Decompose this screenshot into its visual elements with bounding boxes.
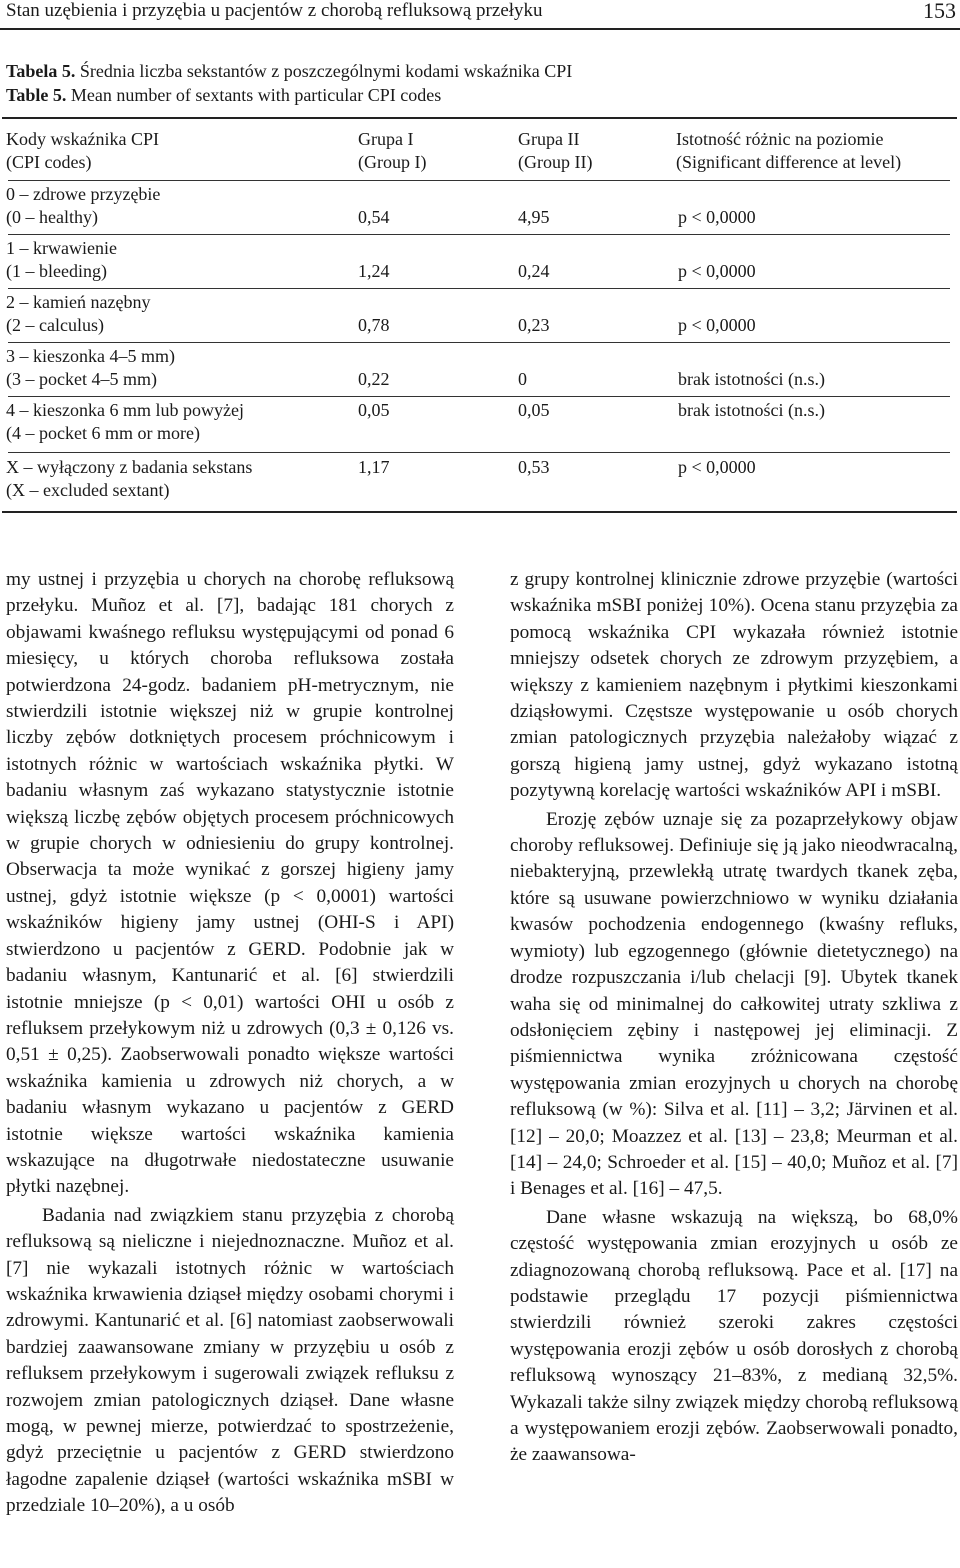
row-3-significance: brak istotności (n.s.) [678, 369, 825, 389]
row-rule-line [8, 234, 950, 235]
row-5-group-2: 0,53 [518, 457, 550, 477]
paragraph: my ustnej i przyzębia u chorych na chorobę refluksową przełyku. Muñoz et al. [7], badając 181 chorych z objawami kwaśnego refluksu występującymi od ponad 6 miesięcy, u których choroba refluksowa została potwierdzona 24-godz. badaniem pH-metrycznym, nie stwierdzili istotnie większej niż w grupie kontrolnej liczby zębów dotkniętych procesem próchnicowym i istotnych różnic w wartościach wskaźnika płytki. W badaniu własnym zaś wykazano statystycznie istotnie większą liczbę zębów objętych procesem próchnicowych w grupie chorych w odniesieniu do grupy kontrolnej. Obserwacja ta może wynikać z gorszej higieny jamy ustnej, gdyż istotnie większe (p < 0,0001) wartości wskaźników higieny jamy ustnej (OHI-S i API) stwierdzono u pacjentów z GERD. Podobnie jak w badaniu własnym, Kantunarić et al. [6] stwierdzili istotnie mniejsze (p < 0,01) wartości OHI u osób z refluksem przełykowym niż u zdrowych (0,3 ± 0,126 vs. 0,51 ± 0,25). Zaobserwowali ponadto większe wartości wskaźnika kamienia u zdrowych niż chorych, a w badaniu własnym wykazano u pacjentów z GERD istotnie większe wartości wskaźnika kamienia wskazujące na długotrwałe niedostateczne usuwanie płytki nazębnej. [6, 569, 454, 1198]
running-header [0, 0, 960, 26]
row-4-group-2: 0,05 [518, 400, 550, 420]
row-4-significance: brak istotności (n.s.) [678, 400, 825, 420]
header-significance: Istotność różnic na poziomie (Significant difference at level) [676, 129, 902, 172]
header-rule-line [8, 180, 950, 181]
header-group-1: Grupa I (Group I) [358, 129, 427, 172]
caption-label: Tabela 5. [6, 61, 76, 81]
row-0-label: 0 – zdrowe przyzębie (0 – healthy) [6, 184, 161, 227]
row-1-label: 1 – krwawienie (1 – bleeding) [6, 238, 117, 281]
table-caption-english [6, 84, 441, 106]
row-2-significance: p < 0,0000 [678, 315, 756, 335]
row-1-significance: p < 0,0000 [678, 261, 756, 281]
row-4-group-1: 0,05 [358, 400, 390, 420]
row-2-group-2: 0,23 [518, 315, 550, 335]
caption-text: Mean number of sextants with particular CPI codes [70, 85, 442, 105]
row-rule-line [8, 342, 950, 343]
caption-text: Średnia liczba sekstantów z poszczególnymi kodami wskaźnika CPI [79, 61, 573, 81]
row-0-significance: p < 0,0000 [678, 207, 756, 227]
paragraph: z grupy kontrolnej klinicznie zdrowe przyzębie (wartości wskaźnika mSBI poniżej 10%). Ocena stanu przyzębia za pomocą wskaźnika CPI wykazała również istotnie mniejszy odsetek chorych ze zdrowym przyzębiem, a większy z kamieniem nazębnym i płytkimi kieszonkami dziąsłowymi. Częstsze występowanie u osób chorych zmian patologicznych przyzębia należałoby wiązać z gorszą higieną jamy ustnej, gdyż wykazano istotną pozytywną korelację wartości wskaźników API i mSBI. [510, 569, 958, 802]
page-number: 153 [923, 0, 956, 23]
body-column-left [6, 567, 454, 1520]
row-0-group-2: 4,95 [518, 207, 550, 227]
paragraph: Badania nad związkiem stanu przyzębia z chorobą refluksową są nieliczne i niejednoznaczne. Muñoz et al. [7] nie wykazali istotnych różnic w wartościach wskaźnika krwawienia dziąseł między osobami chorymi i zdrowymi. Kantunarić et al. [6] natomiast zaobserwowali bardziej zaawansowane zmiany w przyzębiu u osób z refluksem przełykowym i sugerowali związek refluksu z rozwojem zmian patologicznych dziąseł. Dane własne mogą, w pewnej mierze, potwierdzać to spostrzeżenie, gdyż przeciętnie u pacjentów z GERD stwierdzono łagodne zapalenie dziąseł (wartości wskaźnika mSBI w przedziale 10–20%), a u osób [6, 1204, 454, 1517]
row-0-group-1: 0,54 [358, 207, 390, 227]
row-5-label: X – wyłączony z badania sekstans (X – excluded sextant) [6, 457, 253, 500]
row-2-group-1: 0,78 [358, 315, 390, 335]
row-rule-line [8, 452, 950, 453]
running-title: Stan uzębienia i przyzębia u pacjentów z chorobą refluksową przełyku [6, 0, 543, 21]
header-rule [0, 28, 960, 30]
header-group-2: Grupa II (Group II) [518, 129, 593, 172]
row-5-significance: p < 0,0000 [678, 457, 756, 477]
cpi-table [2, 117, 957, 513]
row-1-group-1: 1,24 [358, 261, 390, 281]
header-cpi-codes: Kody wskaźnika CPI (CPI codes) [6, 129, 159, 172]
table-caption-polish [6, 60, 572, 82]
row-2-label: 2 – kamień nazębny (2 – calculus) [6, 292, 151, 335]
row-3-group-2: 0 [518, 369, 527, 389]
row-1-group-2: 0,24 [518, 261, 550, 281]
row-5-group-1: 1,17 [358, 457, 390, 477]
row-rule-line [8, 396, 950, 397]
row-4-label: 4 – kieszonka 6 mm lub powyżej (4 – pocket 6 mm or more) [6, 400, 244, 443]
caption-label: Table 5. [6, 85, 67, 105]
paragraph: Erozję zębów uznaje się za pozaprzełykowy objaw choroby refluksowej. Definiuje się ją jako nieodwracalną, niebakteryjną, przewlekłą utratę twardych tkanek zęba, które są usuwane powierzchniowo w wyniku działania kwasów pochodzenia endogennego (kwaśny refluks, wymioty) lub egzogennego (głównie dietetycznego) na drodze rozpuszczania i/lub chelacji [9]. Ubytek tkanek waha się od minimalnej do całkowitej utraty szkliwa z odsłonięciem zębiny i następowej jej eliminacji. Z piśmiennictwa wynika zróżnicowana częstość występowania zmian erozyjnych u chorych na chorobę refluksową (w %): Silva et al. [11] – 3,2; Järvinen et al. [12] – 20,0; Moazzez et al. [13] – 23,8; Meurman et al. [14] – 24,0; Schroeder et al. [15] – 40,0; Muñoz et al. [7] i Benages et al. [16] – 47,5. [510, 808, 958, 1200]
row-3-label: 3 – kieszonka 4–5 mm) (3 – pocket 4–5 mm) [6, 346, 175, 389]
row-3-group-1: 0,22 [358, 369, 390, 389]
paragraph: Dane własne wskazują na większą, bo 68,0% częstość występowania zmian erozyjnych u osób ze zdiagnozowaną chorobą refluksową. Pace et al. [17] na podstawie przeglądu 17 pozycji piśmiennictwa stwierdzili również szeroki zakres częstości występowania erozji zębów u osób dorosłych z chorobą refluksową wynoszący 21–83%, z medianą 32,5%. Wykazali także silny związek między chorobą refluksową a występowaniem erozji zębów. Zaobserwowali ponadto, że zaawansowa- [510, 1206, 958, 1466]
row-rule-line [8, 288, 950, 289]
body-column-right [510, 567, 958, 1469]
